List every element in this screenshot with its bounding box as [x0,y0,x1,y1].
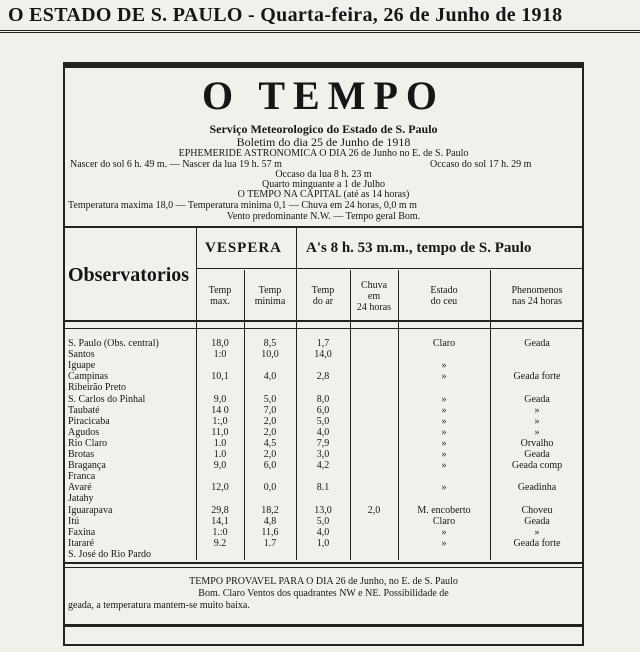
cell-max: 11,0 [211,426,229,438]
cell-ceu: » [441,360,447,372]
observatory-name: Rio Claro [68,437,108,449]
observatory-name: S. Carlos do Pinhal [68,393,146,405]
observatorios-header: Observatorios [68,264,190,286]
observatory-name: Campinas [68,371,108,383]
cell-ceu: M. encoberto [417,504,471,516]
cell-ar: 2,8 [316,371,330,383]
temp-min-header: Temp minima [254,285,286,307]
cell-min: 5,0 [263,393,277,405]
sun-line-right: Occaso do sol 17 h. 29 m [430,159,532,170]
cell-fen: » [534,526,540,538]
cell-max: 12,0 [211,482,229,494]
cell-min: 4,8 [263,515,277,527]
cell-max: 9,0 [213,393,227,405]
observatory-name: Itú [68,515,80,527]
observatory-name: S. José do Rio Pardo [68,548,152,560]
cell-max: 1.0 [213,449,227,460]
col-sep-6 [490,270,491,560]
cell-ar: 7,9 [316,437,330,449]
cell-ar: 13,0 [314,504,332,516]
cell-max: 14 0 [211,404,229,416]
observatory-name: Iguarapava [68,504,113,516]
fenomenos-header: Phenomenos nas 24 horas [511,285,563,307]
cell-ar: 14,0 [314,349,332,361]
cell-min: 0,0 [263,482,277,494]
cell-min: 8,5 [263,338,277,349]
cell-max: 10,1 [211,371,229,383]
cell-ceu: » [441,537,447,549]
cell-ar: 4,0 [316,526,330,538]
cell-max: 18,0 [211,338,229,349]
col-sep-5 [398,270,399,560]
header-mid-rule [196,268,584,269]
cell-ceu: » [441,371,447,383]
cell-min: 18,2 [261,504,279,516]
cell-ceu: » [441,426,447,438]
masthead [0,2,640,28]
cell-ceu: » [441,437,447,449]
moon-phase-line: Quarto minguante a 1 de Julho [261,179,386,190]
ephemeris-line: EPHEMERIDE ASTRONOMICA O DIA 26 de Junho no E. de S. Paulo [178,148,469,159]
cell-ceu: » [441,404,447,416]
cell-fen: » [534,426,540,438]
observatory-name: Ribeirão Preto [68,382,127,394]
bulletin-line: Boletim do dia 25 de Junho de 1918 [236,135,411,149]
cell-min: 10,0 [261,349,279,361]
cell-max: 1.0 [213,437,227,449]
col-sep-1 [196,228,197,560]
cell-min: 7,0 [263,404,277,416]
cell-min: 1.7 [263,537,277,549]
temp-max-header: Temp max. [208,285,232,307]
observatory-name: Faxina [68,526,96,538]
chuva-header: Chuva em 24 horas [356,280,392,313]
sun-line-left: Nascer do sol 6 h. 49 m. — Nascer da lua 19 h. 57 m [70,159,282,170]
cell-ar: 6,0 [316,404,330,416]
cell-max: 29,8 [211,504,229,516]
cell-fen: Geada forte [513,371,561,383]
cell-ar: 5,0 [316,415,330,427]
masthead-rule [0,30,640,33]
cell-fen: » [534,404,540,416]
cell-chuva: 2,0 [367,504,381,516]
observatory-name: Brotas [68,449,95,460]
cell-min: 4,5 [263,437,277,449]
current-header: A's 8 h. 53 m.m., tempo de S. Paulo [306,240,532,256]
cell-ar: 8,0 [316,393,330,405]
forecast-line-2: Bom. Claro Ventos dos quadrantes NW e NE. Possibilidade de [198,588,449,599]
vespera-header: VESPERA [205,240,283,256]
cell-min: 4,0 [263,371,277,383]
cell-max: 14,1 [211,515,229,527]
cell-ceu: » [441,393,447,405]
col-sep-4 [350,270,351,560]
header-bottom-rule-2 [63,328,584,329]
forecast-line-1: TEMPO PROVAVEL PARA O DIA 26 de Junho, no E. de S. Paulo [189,576,458,587]
box-top-bar [63,62,584,68]
box-bottom-rule [63,624,584,627]
observatory-name: Agudos [68,426,100,438]
table-bottom-rule [63,562,584,564]
cell-min: 6,0 [263,460,277,472]
cell-ar: 1,0 [316,537,330,549]
forecast-line-3: geada, a temperatura mantem-se muito baixa. [68,600,250,611]
cell-min: 2,0 [263,415,277,427]
cell-max: 1:0 [213,349,227,361]
cell-fen: Orvalho [520,437,554,449]
cell-fen: Geadinha [517,482,557,494]
wind-line: Vento predominante N.W. — Tempo geral Bom. [226,211,421,222]
observatory-name: Avaré [68,482,92,494]
cell-ceu: » [441,449,447,460]
cell-min: 2,0 [263,426,277,438]
observatory-name: Itararé [68,537,95,549]
cell-ceu: » [441,482,447,494]
cell-ceu: Claro [432,515,456,527]
cell-fen: Geada [524,393,550,405]
col-sep-2 [244,270,245,560]
table-top-rule [63,226,584,228]
cell-ar: 5,0 [316,515,330,527]
page-title: O TEMPO [201,73,446,118]
estado-header: Estado do ceu [430,285,458,307]
cell-ceu: » [441,415,447,427]
capital-line: O TEMPO NA CAPITAL (até as 14 horas) [237,189,410,200]
observatory-name: Jatahy [68,493,94,505]
cell-fen: » [534,415,540,427]
col-sep-3 [296,228,297,560]
masthead-text: O ESTADO DE S. PAULO - Quarta-feira, 26 de Junho de 1918 [8,4,563,26]
cell-max: 9,0 [213,460,227,472]
table-bottom-rule-2 [63,567,584,568]
cell-fen: Geada comp [511,460,563,472]
cell-ar: 8.1 [316,482,330,494]
header-bottom-rule [63,320,584,322]
observatory-name: Bragança [68,460,106,472]
cell-ar: 1,7 [316,338,330,349]
cell-ar: 4,0 [316,426,330,438]
cell-min: 2,0 [263,449,277,460]
cell-fen: Geada [524,449,550,460]
cell-max: 1:,0 [212,415,228,427]
temp-line: Temperatura maxima 18,0 — Temperatura minima 0,1 — Chuva em 24 horas, 0,0 m m [68,200,417,211]
cell-ar: 4,2 [316,460,330,472]
cell-max: 9.2 [213,537,227,549]
cell-ceu: » [441,526,447,538]
cell-fen: Choveu [521,504,553,516]
observatory-name: Piracicaba [68,415,110,427]
cell-fen: Geada forte [513,537,561,549]
cell-ar: 3,0 [316,449,330,460]
observatory-name: Franca [68,471,96,483]
moonset-line: Occaso da lua 8 h. 23 m [275,169,372,180]
observatory-name: Iguape [68,360,96,372]
cell-fen: Geada [524,515,550,527]
cell-ceu: Claro [432,338,456,349]
service-line: Serviço Meteorologico do Estado de S. Paulo [209,122,438,136]
cell-max: 1.:0 [212,526,228,538]
observatory-name: Taubaté [68,404,100,416]
cell-fen: Geada [524,338,550,349]
temp-ar-header: Temp do ar [311,285,335,307]
observatory-name: S. Paulo (Obs. central) [68,338,159,349]
cell-ceu: » [441,460,447,472]
observatory-name: Santos [68,349,95,361]
cell-min: 11,6 [261,526,279,538]
